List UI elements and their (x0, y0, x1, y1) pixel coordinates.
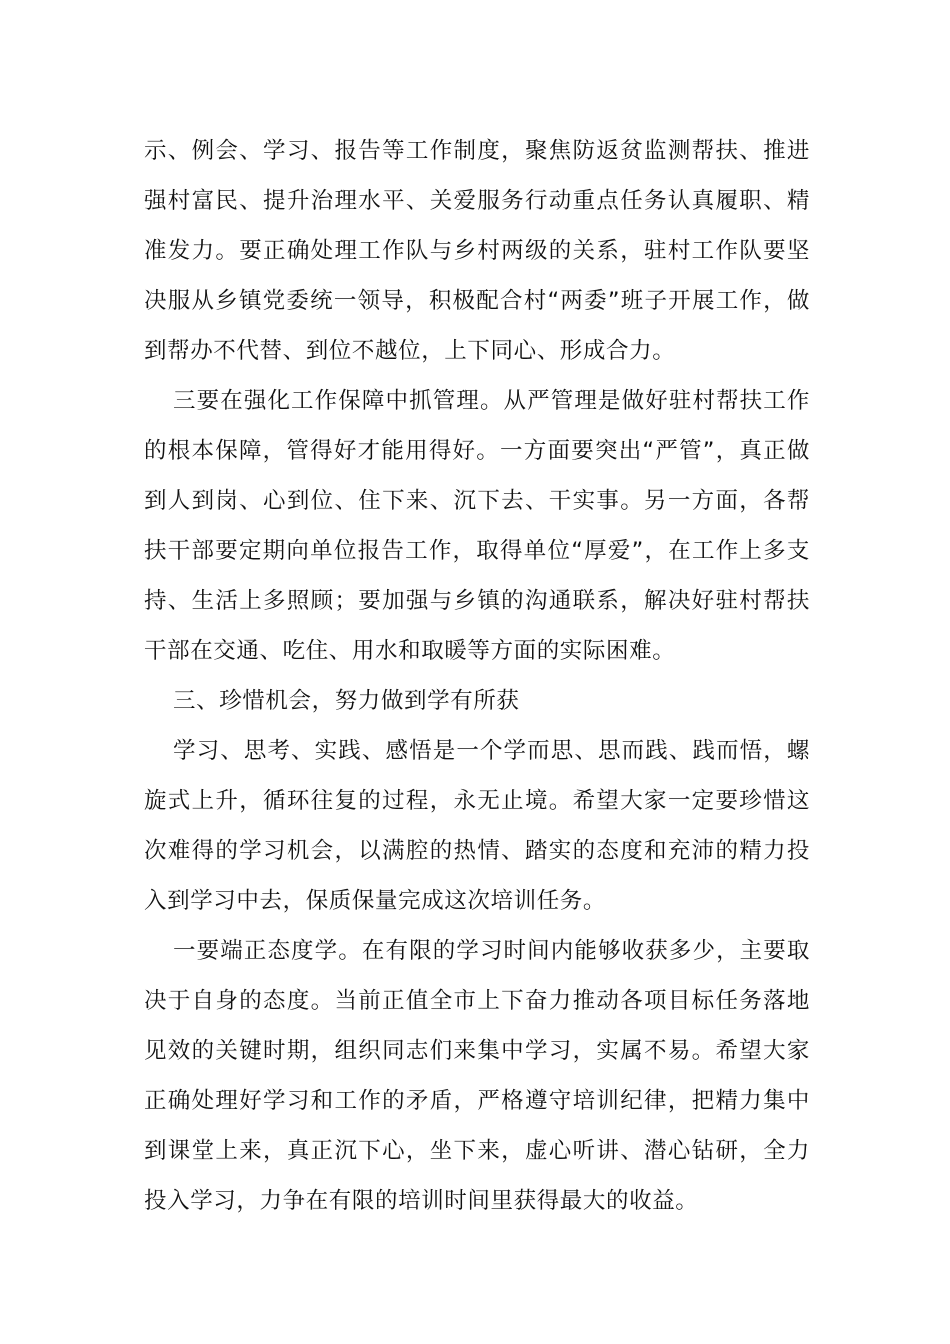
paragraph-management: 三要在强化工作保障中抓管理。从严管理是做好驻村帮扶工作的根本保障，管得好才能用得好。一方面要突出“严管”，真正做到人到岗、心到位、住下来、沉下去、干实事。另一方面，各帮扶干部要定期向单位报告工作，取得单位“厚爱”，在工作上多支持、生活上多照顾；要加强与乡镇的沟通联系，解决好驻村帮扶干部在交通、吃住、用水和取暖等方面的实际困难。 (144, 388, 810, 664)
section-heading-3: 三、珍惜机会，努力做到学有所获 (173, 688, 520, 714)
paragraph-continuation: 示、例会、学习、报告等工作制度，聚焦防返贫监测帮扶、推进强村富民、提升治理水平、关爱服务行动重点任务认真履职、精准发力。要正确处理工作队与乡村两级的关系，驻村工作队要坚决服从乡镇党委统一领导，积极配合村“两委”班子开展工作，做到帮办不代替、到位不越位，上下同心、形成合力。 (144, 138, 810, 364)
paragraph-learning-intro: 学习、思考、实践、感悟是一个学而思、思而践、践而悟，螺旋式上升，循环往复的过程，永无止境。希望大家一定要珍惜这次难得的学习机会，以满腔的热情、踏实的态度和充沛的精力投入到学习中去，保质保量完成这次培训任务。 (144, 738, 810, 914)
paragraph-attitude: 一要端正态度学。在有限的学习时间内能够收获多少，主要取决于自身的态度。当前正值全市上下奋力推动各项目标任务落地见效的关键时期，组织同志们来集中学习，实属不易。希望大家正确处理好学习和工作的矛盾，严格遵守培训纪律，把精力集中到课堂上来，真正沉下心，坐下来，虚心听讲、潜心钻研，全力投入学习，力争在有限的培训时间里获得最大的收益。 (144, 938, 810, 1214)
document-body (144, 126, 810, 1226)
